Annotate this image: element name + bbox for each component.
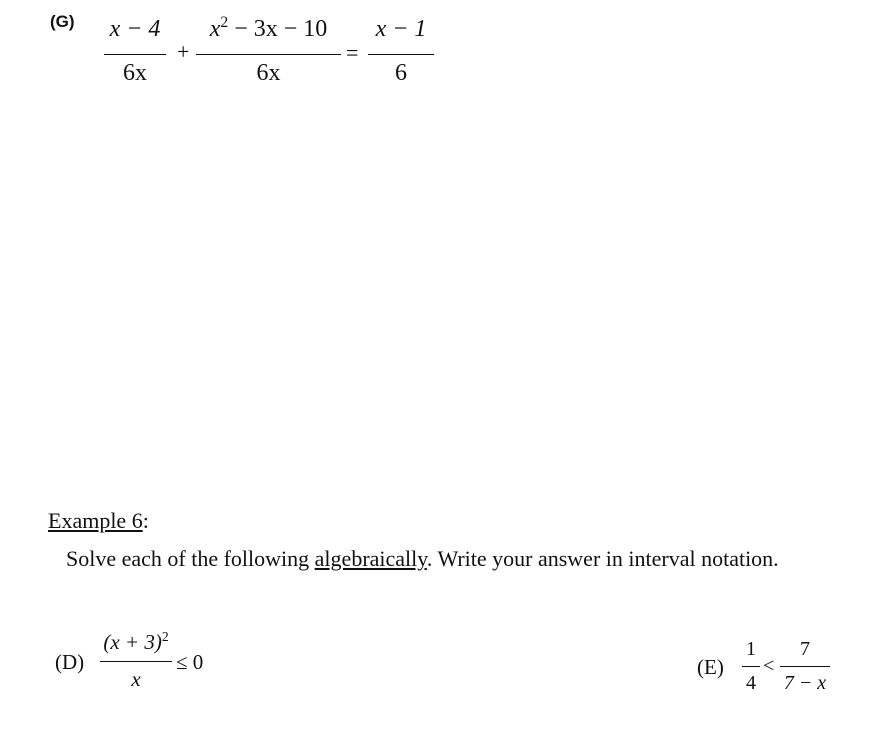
term1-fraction-bar <box>104 54 166 55</box>
problem-g-rhs <box>368 16 434 86</box>
rhs-numerator: x − 1 <box>375 16 427 42</box>
problem-d-denominator: x <box>131 667 141 691</box>
problem-e-rhs-fraction-bar <box>780 666 830 667</box>
problem-e-lhs-fraction <box>742 638 760 698</box>
problem-e-rhs-denominator: 7 − x <box>783 672 827 694</box>
example-title-colon: : <box>142 508 149 533</box>
rhs-denominator: 6 <box>395 60 407 86</box>
problem-e-lhs-denominator: 4 <box>746 672 756 694</box>
term2-numerator-x: x <box>209 16 221 42</box>
term1-denominator: 6x <box>123 60 147 86</box>
problem-e-label: (E) <box>697 655 724 679</box>
example-title <box>48 508 149 534</box>
problem-g-term1 <box>104 16 166 86</box>
rhs-fraction-bar <box>368 54 434 55</box>
plus-sign: + <box>177 39 190 64</box>
problem-e-relation: < <box>763 655 775 677</box>
problem-g-term2 <box>196 16 341 86</box>
problem-e-lhs-fraction-bar <box>742 666 760 667</box>
example-title-text: Example 6 <box>48 508 143 533</box>
problem-d-label: (D) <box>55 650 85 674</box>
problem-d-exponent: 2 <box>161 629 169 644</box>
term2-numerator-rest: − 3x − 10 <box>228 16 328 42</box>
instructions-underlined-word: algebraically <box>314 546 427 571</box>
problem-e-rhs-numerator: 7 <box>800 638 810 660</box>
problem-d-numerator: (x + 3) <box>103 630 162 654</box>
example-instructions <box>66 546 779 572</box>
problem-d-fraction <box>100 630 172 694</box>
term2-denominator: 6x <box>256 60 281 86</box>
term2-numerator-exponent: 2 <box>220 14 229 31</box>
problem-d-fraction-bar <box>100 661 172 662</box>
instructions-suffix: . Write your answer in interval notation. <box>426 546 779 571</box>
equals-sign: = <box>346 40 359 65</box>
term1-numerator: x − 4 <box>109 16 161 42</box>
problem-e-rhs-fraction <box>780 638 830 698</box>
term2-fraction-bar <box>196 54 341 55</box>
problem-e-lhs-numerator: 1 <box>746 638 756 660</box>
problem-d-relation: ≤ 0 <box>176 650 204 674</box>
instructions-prefix: Solve each of the following <box>66 546 315 571</box>
problem-g-label: (G) <box>50 12 75 31</box>
